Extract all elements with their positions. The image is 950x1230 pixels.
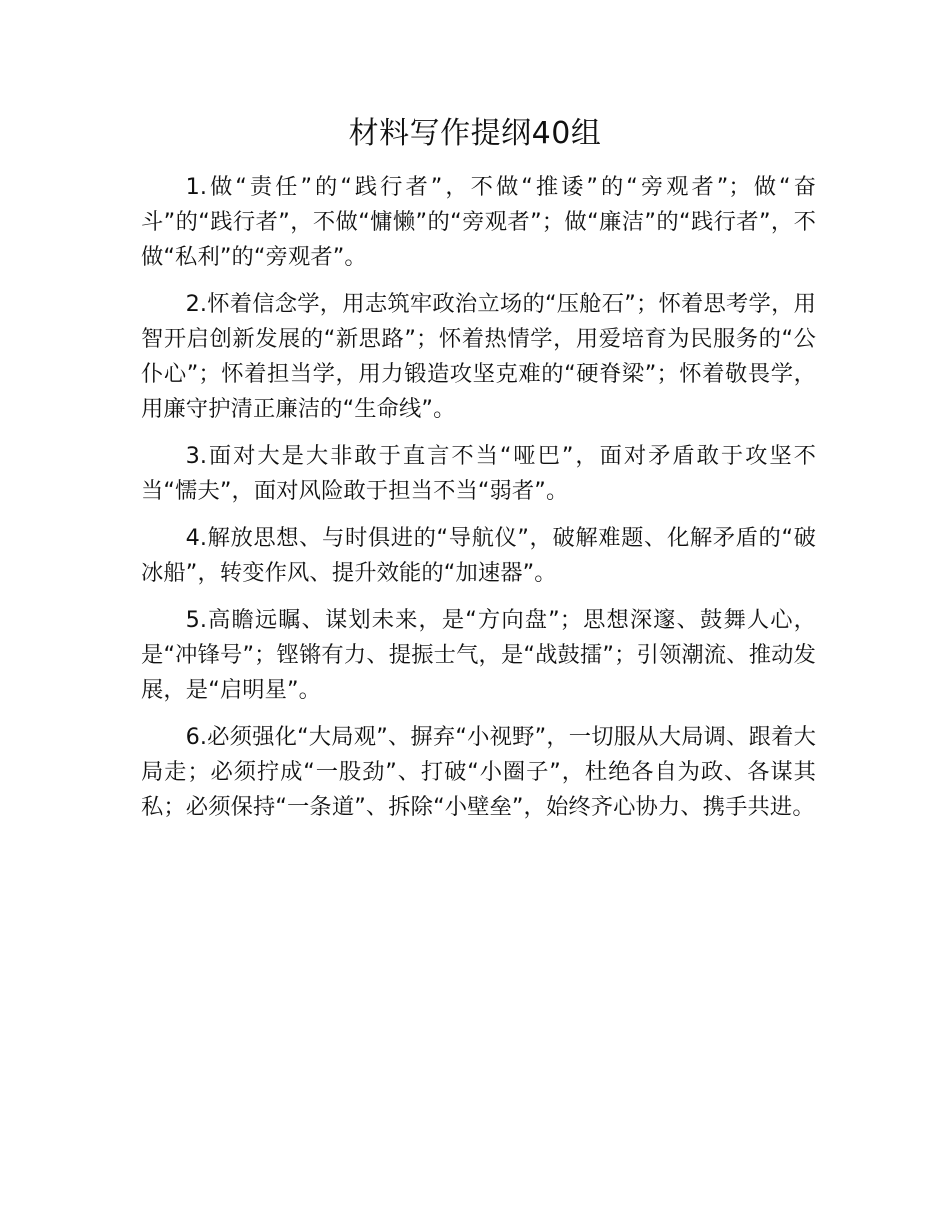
document-body — [141, 170, 816, 837]
paragraph-2: 2.怀着信念学，用志筑牢政治立场的“压舱石”；怀着思考学，用智开启创新发展的“新思路”；怀着热情学，用爱培育为民服务的“公仆心”；怀着担当学，用力锻造攻坚克难的“硬脊梁”；怀着敬畏学，用廉守护清正廉洁的“生命线”。 — [141, 291, 816, 422]
paragraph-1: 1.做“责任”的“践行者”，不做“推诿”的“旁观者”；做“奋斗”的“践行者”，不做“慵懒”的“旁观者”；做“廉洁”的“践行者”，不做“私利”的“旁观者”。 — [141, 174, 816, 270]
paragraph-6: 6.必须强化“大局观”、摒弃“小视野”，一切服从大局调、跟着大局走；必须拧成“一股劲”、打破“小圈子”，杜绝各自为政、各谋其私；必须保持“一条道”、拆除“小壁垒”，始终齐心协力、携手共进。 — [141, 724, 816, 820]
document-title: 材料写作提纲40组 — [348, 116, 602, 151]
paragraph-5: 5.高瞻远瞩、谋划未来，是“方向盘”；思想深邃、鼓舞人心，是“冲锋号”；铿锵有力、提振士气，是“战鼓擂”；引领潮流、推动发展，是“启明星”。 — [141, 607, 816, 703]
paragraph-3: 3.面对大是大非敢于直言不当“哑巴”，面对矛盾敢于攻坚不当“懦夫”，面对风险敢于担当不当“弱者”。 — [141, 443, 816, 504]
paragraph-4: 4.解放思想、与时俱进的“导航仪”，破解难题、化解矛盾的“破冰船”，转变作风、提升效能的“加速器”。 — [141, 525, 816, 586]
